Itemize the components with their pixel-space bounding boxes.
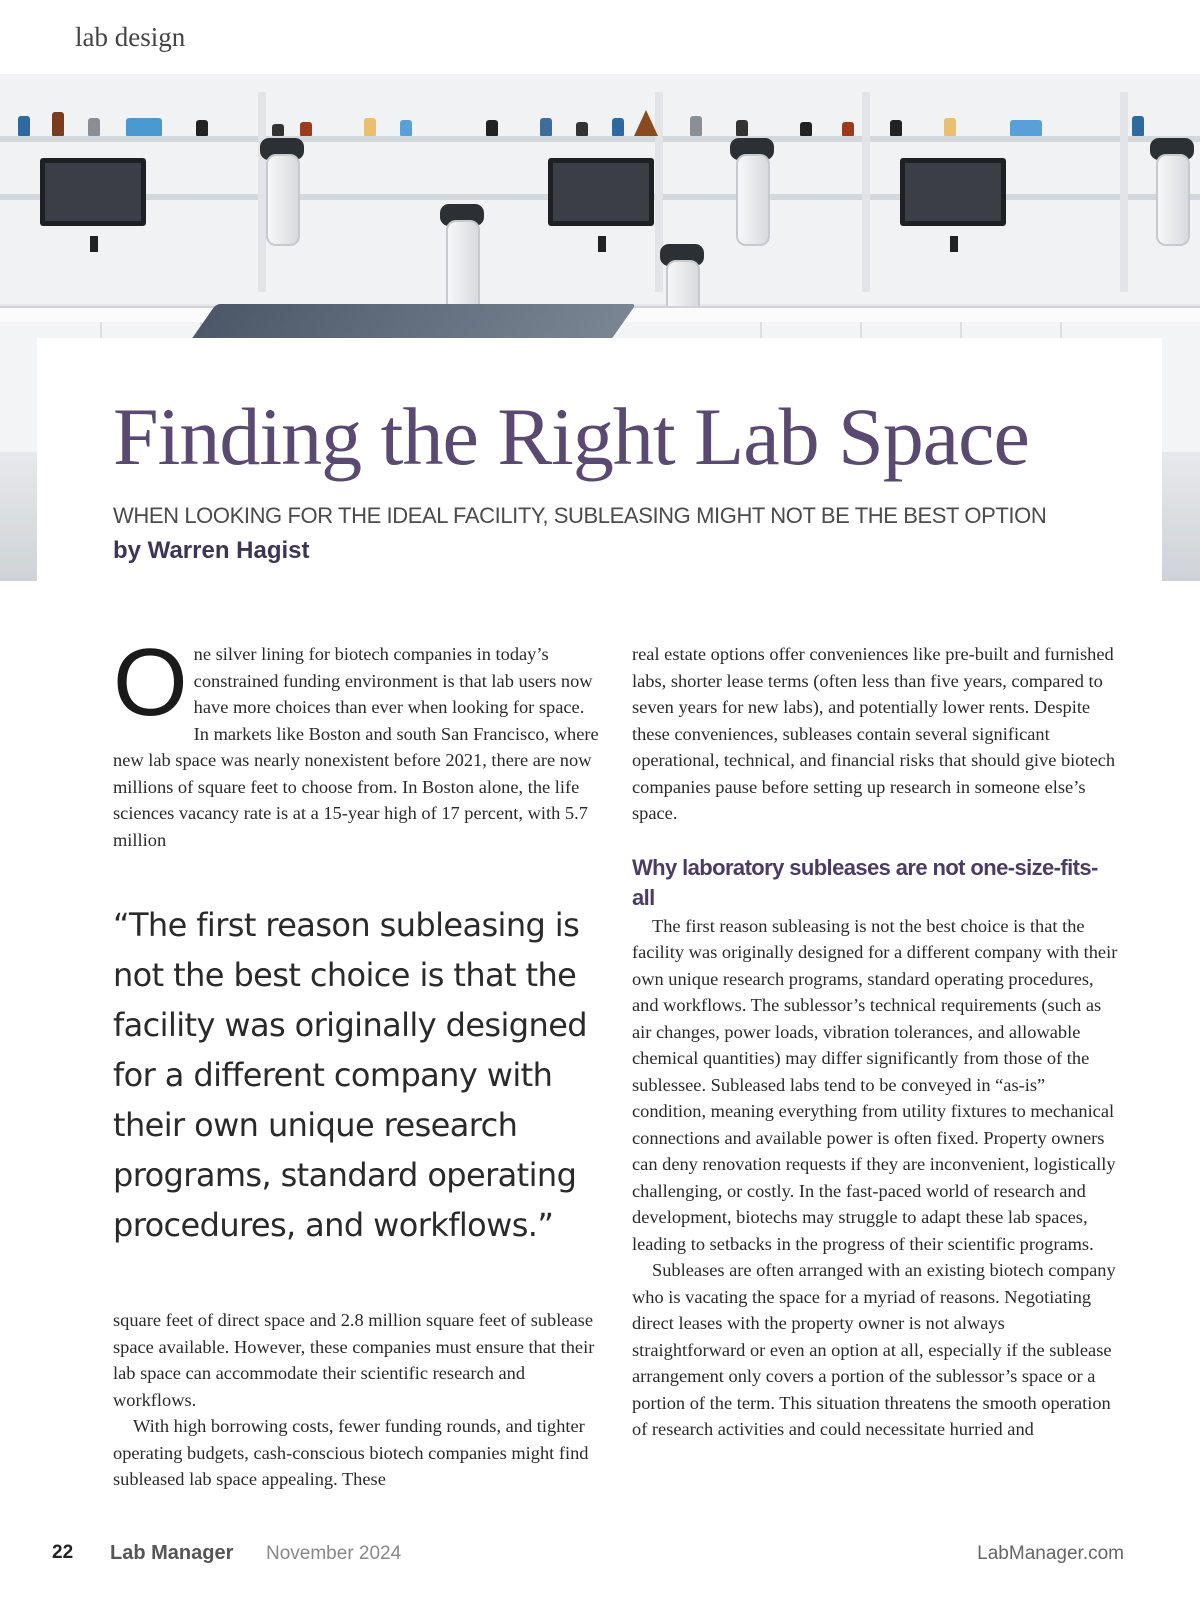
section-label: lab design [75,22,186,52]
page-footer [0,1542,1200,1572]
drop-cap: O [113,629,188,736]
body-paragraph: With high borrowing costs, fewer funding rounds, and tighter operating budgets, cash-conscious biotech companies might find subleased lab space appealing. These [113,1416,589,1489]
article-title: Finding the Right Lab Space [113,391,1029,482]
page-number: 22 [52,1542,74,1563]
website-link[interactable]: LabManager.com [977,1543,1124,1564]
pull-quote: “The first reason subleasing is not the best choice is that the facility was originally designed for a different company with their own unique research programs, standard operating procedures, and workflows.” [113,906,587,1244]
body-paragraph: Subleases are often arranged with an existing biotech company who is vacating the space for a myriad of reasons. Negotiating direct leases with the property owner is not always straightforward or even an option at all, especially if the sublease arrangement only covers a portion of the sublessor’s space or a portion of the term. This situation threatens the smooth operation of research activities and could necessitate hurried and [632,1260,1116,1439]
article-subtitle: WHEN LOOKING FOR THE IDEAL FACILITY, SUBLEASING MIGHT NOT BE THE BEST OPTION [113,503,1047,528]
body-paragraph: square feet of direct space and 2.8 million square feet of sublease space available. However, these companies must ensure that their lab space can accommodate their scientific research and workflows. [113,1310,595,1410]
body-paragraph: One silver lining for biotech companies in today’s constrained funding environment is that lab users now have more choices than ever when looking for space. In markets like Boston and south San Francisco, where new lab space was nearly nonexistent before 2021, there are now millions of square feet to choose from. In Boston alone, the life sciences vacancy rate is at a 15-year high of 17 percent, with 5.7 million [113,629,599,850]
body-paragraph: The first reason subleasing is not the best choice is that the facility was originally designed for a different company with their own unique research programs, standard operating procedures, and workflows. The sublessor’s technical requirements (such as air changes, power loads, vibration tolerances, and allowable chemical quantities) may differ significantly from those of the sublessee. Subleased labs tend to be conveyed in “as-is” condition, meaning everything from utility fixtures to mechanical connections and available power is often fixed. Property owners can deny renovation requests if they are inconvenient, logistically challenging, or costly. In the fast-paced world of research and development, biotechs may struggle to adapt these lab spaces, leading to setbacks in the progress of their scientific programs. [632,915,1118,1254]
section-subhead: Why laboratory subleases are not one-size-fits-all [632,854,1098,910]
article-byline: by Warren Hagist [113,537,310,564]
body-column-left-top [113,629,599,853]
issue-date: November 2024 [266,1543,402,1564]
body-column-right [632,641,1118,1443]
body-column-left-bottom [113,1307,599,1493]
magazine-name: Lab Manager [110,1542,234,1564]
body-paragraph: real estate options offer conveniences like pre-built and furnished labs, shorter lease terms (often less than five years, compared to seven years for new labs), and potentially lower rents. Despite these conveniences, subleases contain several significant operational, technical, and financial risks that should give biotech companies pause before setting up research in someone else’s space. [632,644,1116,823]
title-panel [37,338,1162,581]
